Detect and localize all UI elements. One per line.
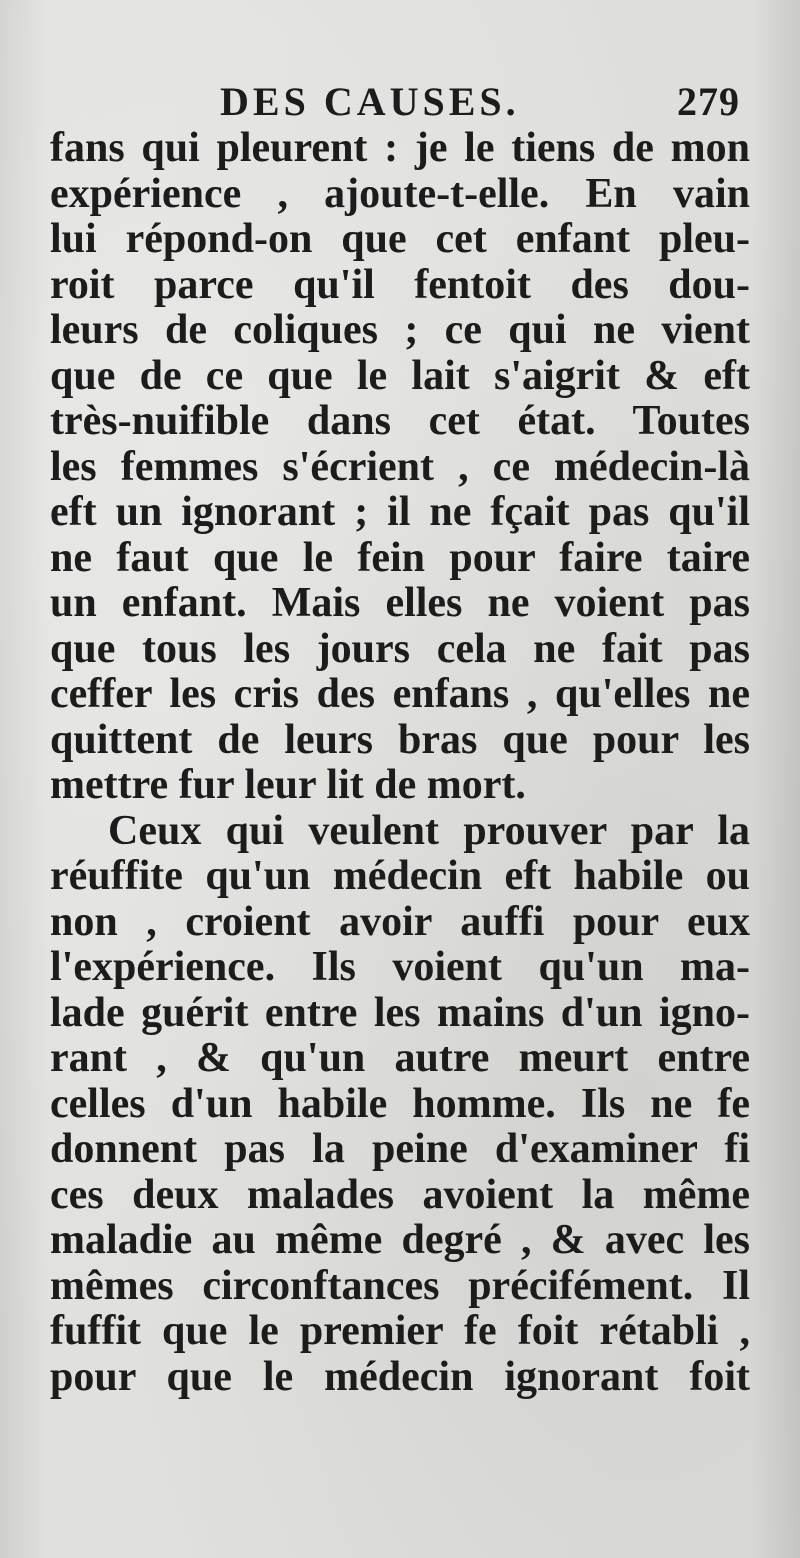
text-line: lui répond-on que cet enfant pleu- bbox=[50, 217, 750, 262]
text-line: que de ce que le lait s'aigrit & eft bbox=[50, 353, 750, 399]
text-line: ne faut que le fein pour faire taire bbox=[50, 535, 750, 581]
running-head: DES CAUSES. bbox=[220, 79, 520, 124]
text-line: ceffer les cris des enfans , qu'elles ne bbox=[50, 672, 750, 717]
text-line: quittent de leurs bras que pour les bbox=[50, 717, 750, 763]
text-line: expérience , ajoute-t-elle. En vain bbox=[50, 171, 750, 217]
text-line: celles d'un habile homme. Ils ne fe bbox=[50, 1081, 750, 1127]
text-line: lade guérit entre les mains d'un igno- bbox=[50, 990, 750, 1036]
text-line: un enfant. Mais elles ne voient pas bbox=[50, 581, 750, 626]
text-line: l'expérience. Ils voient qu'un ma- bbox=[50, 945, 750, 990]
text-line: fuffit que le premier fe foit rétabli , bbox=[50, 1309, 750, 1354]
text-line: que tous les jours cela ne fait pas bbox=[50, 626, 750, 672]
text-line: Ceux qui veulent prouver par la bbox=[108, 808, 750, 854]
text-line: leurs de coliques ; ce qui ne vient bbox=[50, 308, 750, 353]
page-header bbox=[220, 78, 740, 130]
text-line: pour que le médecin ignorant foit bbox=[50, 1354, 750, 1400]
text-line: mêmes circonftances précifément. Il bbox=[50, 1263, 750, 1309]
text-line: réuffite qu'un médecin eft habile ou bbox=[50, 854, 750, 899]
text-line: non , croient avoir auffi pour eux bbox=[50, 899, 750, 945]
text-line: les femmes s'écrient , ce médecin-là bbox=[50, 444, 750, 490]
text-line: rant , & qu'un autre meurt entre bbox=[50, 1036, 750, 1081]
paragraph-2 bbox=[50, 809, 750, 1401]
text-line: maladie au même degré , & avec les bbox=[50, 1218, 750, 1263]
body-text bbox=[50, 126, 750, 1400]
paragraph-1 bbox=[50, 126, 750, 809]
text-line: donnent pas la peine d'examiner fi bbox=[50, 1127, 750, 1172]
text-line: ces deux malades avoient la même bbox=[50, 1172, 750, 1218]
text-line: très-nuifible dans cet état. Toutes bbox=[50, 399, 750, 444]
text-line: roit parce qu'il fentoit des dou- bbox=[50, 262, 750, 308]
text-line: fans qui pleurent : je le tiens de mon bbox=[50, 126, 750, 171]
page-number: 279 bbox=[677, 79, 740, 124]
text-line: mettre fur leur lit de mort. bbox=[50, 763, 526, 808]
text-line: eft un ignorant ; il ne fçait pas qu'il bbox=[50, 490, 750, 535]
